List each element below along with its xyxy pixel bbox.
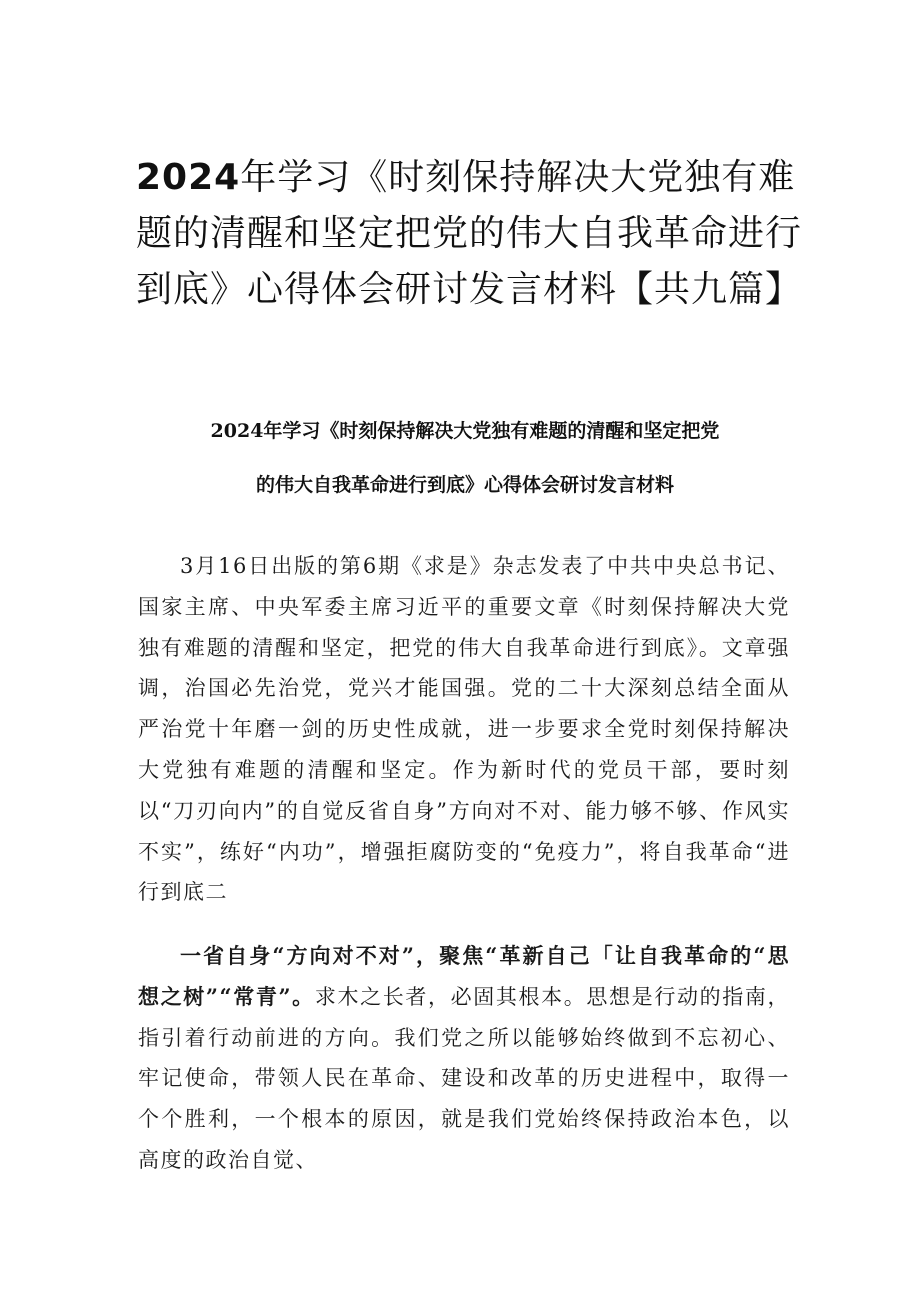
sub-title bbox=[140, 404, 790, 512]
main-title bbox=[136, 150, 806, 318]
paragraph-2-text: 求木之长者，必固其根本。思想是行动的指南，指引着行动前进的方向。我们党之所以能够始终做到不忘初心、牢记使命，带领人民在革命、建设和改革的历史进程中，取得一个个胜利，一个根本的原因，就是我们党始终保持政治本色，以高度的政治自觉、 bbox=[138, 984, 790, 1172]
paragraph-2-lead: 一省自身“方向对不对”，聚焦“革新自己「让自我革命的“思想之树”“常青”。 bbox=[138, 943, 790, 1009]
main-title-year: 2024 bbox=[136, 157, 241, 198]
body-paragraph-2 bbox=[138, 936, 790, 1181]
body-paragraph-1: 3月16日出版的第6期《求是》杂志发表了中共中央总书记、国家主席、中央军委主席习近平的重要文章《时刻保持解决大党独有难题的清醒和坚定，把党的伟大自我革命进行到底》。文章强调，治国必先治党，党兴才能国强。党的二十大深刻总结全面从严治党十年磨一剑的历史性成就，进一步要求全党时刻保持解决大党独有难题的清醒和坚定。作为新时代的党员干部，要时刻以“刀刃向内”的自觉反省自身”方向对不对、能力够不够、作风实不实”，练好“内功”，增强拒腐防变的“免疫力”，将自我革命“进行到底二 bbox=[138, 554, 790, 905]
sub-title-line-2: 的伟大自我革命进行到底》心得体会研讨发言材料 bbox=[255, 474, 674, 496]
sub-title-line-1: 2024年学习《时刻保持解决大党独有难题的清醒和坚定把党 bbox=[210, 420, 720, 442]
main-title-text: 年学习《时刻保持解决大党独有难题的清醒和坚定把党的伟大自我革命进行到底》心得体会研讨发言材料【共九篇】 bbox=[136, 157, 803, 310]
